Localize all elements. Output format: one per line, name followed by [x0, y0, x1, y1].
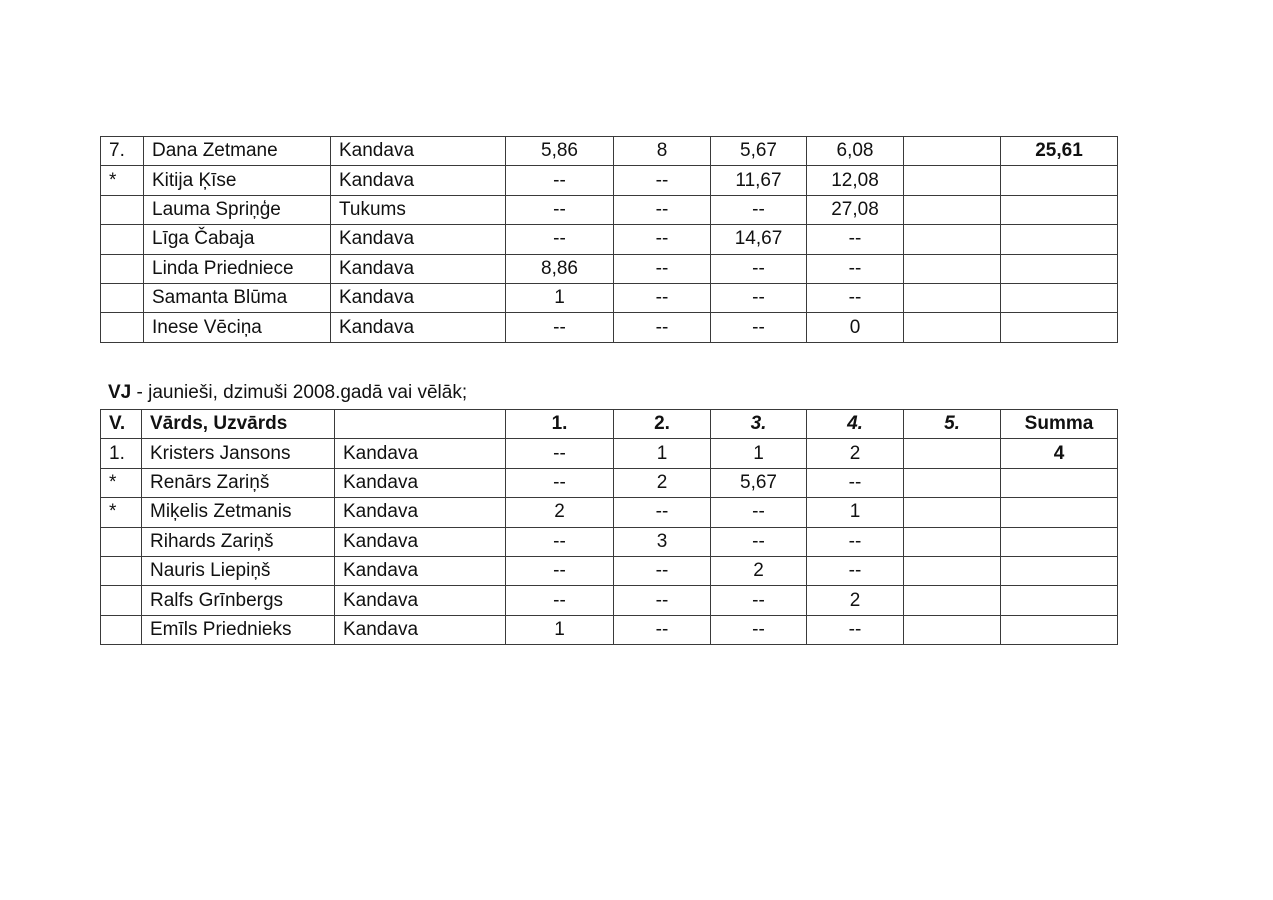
round-4-cell: --: [807, 254, 904, 283]
table-row: [101, 225, 1118, 254]
name-cell: Lauma Spriņģe: [144, 195, 331, 224]
name-cell: Dana Zetmane: [144, 137, 331, 166]
table-header-row: [101, 410, 1118, 439]
round-1-cell: --: [506, 166, 614, 195]
table-row: [101, 586, 1118, 615]
round-4-cell: 2: [807, 439, 904, 468]
round-5-cell: [904, 527, 1001, 556]
place-cell: [101, 556, 142, 585]
round-2-cell: 1: [614, 439, 711, 468]
name-cell: Rihards Zariņš: [142, 527, 335, 556]
round-2-cell: --: [614, 556, 711, 585]
round-1-cell: 5,86: [506, 137, 614, 166]
round-2-cell: --: [614, 586, 711, 615]
name-cell: Emīls Priednieks: [142, 615, 335, 644]
table-row: [101, 283, 1118, 312]
round-5-cell: [904, 195, 1001, 224]
name-cell: Inese Vēciņa: [144, 313, 331, 342]
table-row: [101, 468, 1118, 497]
sum-cell: [1001, 468, 1118, 497]
round-3-cell: --: [711, 586, 807, 615]
club-cell: Kandava: [335, 615, 506, 644]
round-5-cell: [904, 137, 1001, 166]
round-4-cell: --: [807, 225, 904, 254]
round-4-cell: 27,08: [807, 195, 904, 224]
club-cell: Kandava: [335, 468, 506, 497]
header-round-1: 1.: [506, 410, 614, 439]
results-table-top: [100, 136, 1118, 343]
round-4-cell: 6,08: [807, 137, 904, 166]
sum-cell: [1001, 166, 1118, 195]
name-cell: Ralfs Grīnbergs: [142, 586, 335, 615]
round-1-cell: --: [506, 556, 614, 585]
round-1-cell: 1: [506, 283, 614, 312]
round-5-cell: [904, 313, 1001, 342]
club-cell: Kandava: [331, 254, 506, 283]
round-4-cell: --: [807, 468, 904, 497]
sum-cell: [1001, 254, 1118, 283]
sum-cell: [1001, 498, 1118, 527]
round-1-cell: --: [506, 586, 614, 615]
sum-cell: [1001, 556, 1118, 585]
club-cell: Kandava: [335, 498, 506, 527]
round-3-cell: 5,67: [711, 468, 807, 497]
sum-cell: [1001, 313, 1118, 342]
club-cell: Kandava: [331, 283, 506, 312]
round-1-cell: 2: [506, 498, 614, 527]
name-cell: Renārs Zariņš: [142, 468, 335, 497]
header-place: V.: [101, 410, 142, 439]
round-3-cell: --: [711, 313, 807, 342]
club-cell: Tukums: [331, 195, 506, 224]
round-2-cell: --: [614, 615, 711, 644]
round-2-cell: --: [614, 195, 711, 224]
round-2-cell: --: [614, 498, 711, 527]
round-4-cell: 0: [807, 313, 904, 342]
section-heading-vj: [108, 382, 467, 404]
place-cell: 1.: [101, 439, 142, 468]
round-5-cell: [904, 439, 1001, 468]
round-4-cell: --: [807, 527, 904, 556]
sum-cell: [1001, 527, 1118, 556]
table-row: [101, 527, 1118, 556]
sum-cell: [1001, 283, 1118, 312]
round-5-cell: [904, 166, 1001, 195]
round-1-cell: --: [506, 225, 614, 254]
round-5-cell: [904, 615, 1001, 644]
place-cell: 7.: [101, 137, 144, 166]
place-cell: [101, 283, 144, 312]
results-table-vj: [100, 409, 1118, 645]
round-3-cell: 14,67: [711, 225, 807, 254]
place-cell: [101, 586, 142, 615]
round-5-cell: [904, 468, 1001, 497]
header-name: Vārds, Uzvārds: [142, 410, 335, 439]
round-4-cell: --: [807, 283, 904, 312]
place-cell: [101, 195, 144, 224]
round-5-cell: [904, 586, 1001, 615]
table-row: [101, 615, 1118, 644]
round-2-cell: --: [614, 166, 711, 195]
header-round-4: 4.: [807, 410, 904, 439]
place-cell: *: [101, 498, 142, 527]
place-cell: [101, 254, 144, 283]
round-4-cell: 2: [807, 586, 904, 615]
round-3-cell: 11,67: [711, 166, 807, 195]
place-cell: *: [101, 166, 144, 195]
club-cell: Kandava: [331, 166, 506, 195]
section-description: - jaunieši, dzimuši 2008.gadā vai vēlāk;: [131, 382, 468, 403]
club-cell: Kandava: [331, 225, 506, 254]
round-4-cell: --: [807, 556, 904, 585]
round-4-cell: 1: [807, 498, 904, 527]
header-round-3: 3.: [711, 410, 807, 439]
round-3-cell: --: [711, 195, 807, 224]
round-3-cell: --: [711, 283, 807, 312]
table-row: [101, 254, 1118, 283]
table-row: [101, 166, 1118, 195]
round-1-cell: --: [506, 313, 614, 342]
club-cell: Kandava: [335, 439, 506, 468]
table-row: [101, 556, 1118, 585]
round-2-cell: 3: [614, 527, 711, 556]
place-cell: [101, 527, 142, 556]
club-cell: Kandava: [335, 527, 506, 556]
round-4-cell: 12,08: [807, 166, 904, 195]
round-2-cell: --: [614, 313, 711, 342]
round-1-cell: --: [506, 468, 614, 497]
round-1-cell: --: [506, 439, 614, 468]
table-row: [101, 439, 1118, 468]
round-1-cell: --: [506, 195, 614, 224]
name-cell: Nauris Liepiņš: [142, 556, 335, 585]
sum-cell: [1001, 225, 1118, 254]
club-cell: Kandava: [331, 313, 506, 342]
round-2-cell: 8: [614, 137, 711, 166]
round-2-cell: 2: [614, 468, 711, 497]
round-5-cell: [904, 498, 1001, 527]
round-3-cell: 5,67: [711, 137, 807, 166]
table-row: [101, 137, 1118, 166]
round-3-cell: --: [711, 498, 807, 527]
round-5-cell: [904, 254, 1001, 283]
place-cell: *: [101, 468, 142, 497]
name-cell: Miķelis Zetmanis: [142, 498, 335, 527]
name-cell: Kristers Jansons: [142, 439, 335, 468]
club-cell: Kandava: [331, 137, 506, 166]
sum-cell: [1001, 615, 1118, 644]
round-3-cell: 2: [711, 556, 807, 585]
round-5-cell: [904, 556, 1001, 585]
table-row: [101, 313, 1118, 342]
table-row: [101, 498, 1118, 527]
place-cell: [101, 615, 142, 644]
name-cell: Linda Priedniece: [144, 254, 331, 283]
header-round-2: 2.: [614, 410, 711, 439]
header-round-5: 5.: [904, 410, 1001, 439]
club-cell: Kandava: [335, 556, 506, 585]
section-code: VJ: [108, 382, 132, 403]
club-cell: Kandava: [335, 586, 506, 615]
round-5-cell: [904, 283, 1001, 312]
name-cell: Kitija Ķīse: [144, 166, 331, 195]
round-3-cell: --: [711, 527, 807, 556]
sum-cell: [1001, 195, 1118, 224]
header-sum: Summa: [1001, 410, 1118, 439]
round-4-cell: --: [807, 615, 904, 644]
name-cell: Līga Čabaja: [144, 225, 331, 254]
round-3-cell: --: [711, 254, 807, 283]
round-2-cell: --: [614, 254, 711, 283]
round-3-cell: --: [711, 615, 807, 644]
sum-cell: [1001, 586, 1118, 615]
round-1-cell: 8,86: [506, 254, 614, 283]
sum-cell: 25,61: [1001, 137, 1118, 166]
round-2-cell: --: [614, 225, 711, 254]
place-cell: [101, 225, 144, 254]
round-1-cell: 1: [506, 615, 614, 644]
header-club: [335, 410, 506, 439]
name-cell: Samanta Blūma: [144, 283, 331, 312]
round-1-cell: --: [506, 527, 614, 556]
round-3-cell: 1: [711, 439, 807, 468]
place-cell: [101, 313, 144, 342]
round-2-cell: --: [614, 283, 711, 312]
table-row: [101, 195, 1118, 224]
round-5-cell: [904, 225, 1001, 254]
sum-cell: 4: [1001, 439, 1118, 468]
